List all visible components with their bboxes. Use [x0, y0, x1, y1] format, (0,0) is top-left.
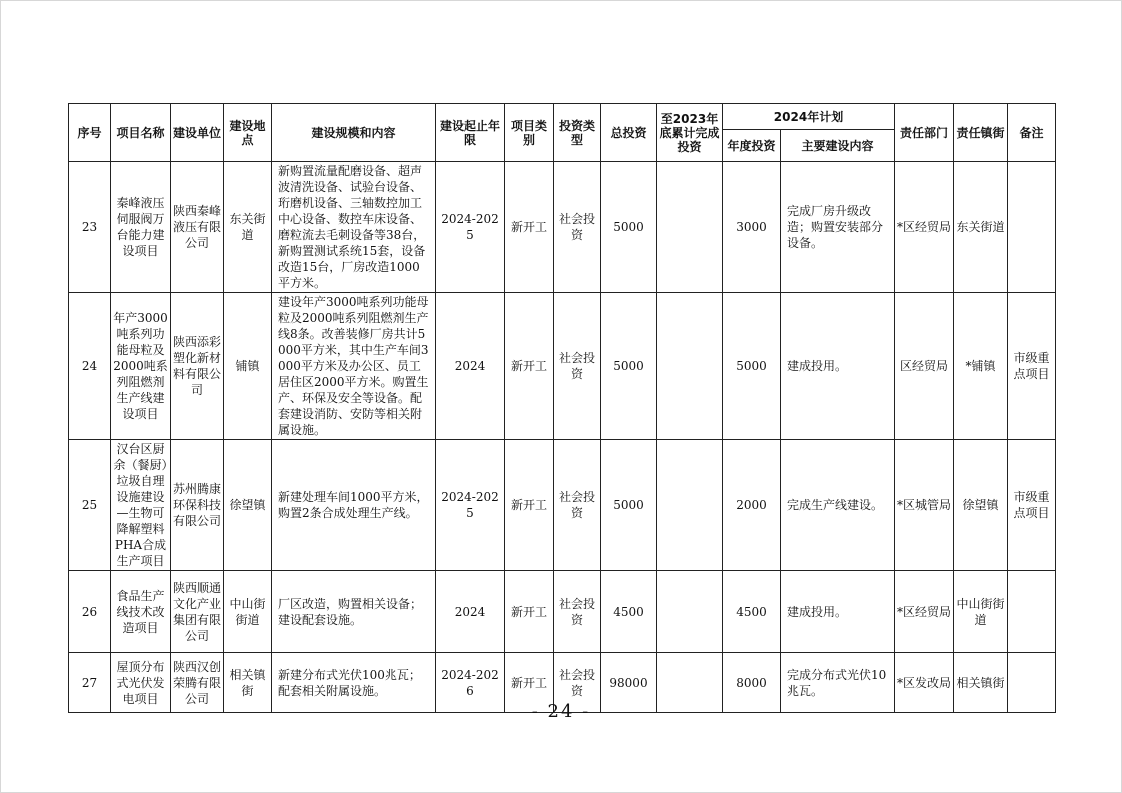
cell-remark: [1008, 571, 1056, 653]
table-row: [69, 293, 1056, 440]
cell-total: 5000: [601, 293, 657, 440]
cell-unit: 陕西顺通文化产业集团有限公司: [171, 571, 224, 653]
table-row: [69, 440, 1056, 571]
cell-name: 秦峰液压伺服阀万台能力建设项目: [111, 162, 171, 293]
col-header-dept: 责任部门: [895, 104, 954, 162]
cell-name: 年产3000吨系列功能母粒及2000吨系列阻燃剂生产线建设项目: [111, 293, 171, 440]
cell-period: 2024: [436, 293, 505, 440]
col-header-unit: 建设单位: [171, 104, 224, 162]
cell-inv-type: 社会投资: [554, 293, 601, 440]
cell-cumulative: [657, 162, 723, 293]
col-header-name: 项目名称: [111, 104, 171, 162]
cell-seq: 24: [69, 293, 111, 440]
cell-name: 屋顶分布式光伏发电项目: [111, 653, 171, 713]
cell-remark: 市级重点项目: [1008, 293, 1056, 440]
cell-seq: 23: [69, 162, 111, 293]
cell-unit: 苏州腾康环保科技有限公司: [171, 440, 224, 571]
cell-scale: 新建分布式光伏100兆瓦；配套相关附属设施。: [272, 653, 436, 713]
cell-total: 4500: [601, 571, 657, 653]
cell-inv-type: 社会投资: [554, 162, 601, 293]
cell-period: 2024: [436, 571, 505, 653]
cell-town: 中山街街道: [954, 571, 1008, 653]
cell-total: 5000: [601, 162, 657, 293]
cell-main-content: 完成分布式光伏10兆瓦。: [781, 653, 895, 713]
cell-period: 2024-2025: [436, 162, 505, 293]
cell-annual: 5000: [723, 293, 781, 440]
cell-main-content: 完成厂房升级改造；购置安装部分设备。: [781, 162, 895, 293]
cell-category: 新开工: [505, 293, 554, 440]
cell-seq: 27: [69, 653, 111, 713]
cell-main-content: 完成生产线建设。: [781, 440, 895, 571]
cell-annual: 2000: [723, 440, 781, 571]
cell-category: 新开工: [505, 571, 554, 653]
cell-annual: 8000: [723, 653, 781, 713]
cell-dept: *区发改局: [895, 653, 954, 713]
cell-location: 相关镇街: [224, 653, 272, 713]
cell-location: 徐望镇: [224, 440, 272, 571]
cell-unit: 陕西添彩塑化新材料有限公司: [171, 293, 224, 440]
table-row: [69, 571, 1056, 653]
header-row-1: [69, 104, 1056, 130]
col-header-cumulative: 至2023年底累计完成投资: [657, 104, 723, 162]
cell-period: 2024-2025: [436, 440, 505, 571]
cell-category: 新开工: [505, 653, 554, 713]
cell-main-content: 建成投用。: [781, 571, 895, 653]
cell-town: 相关镇街: [954, 653, 1008, 713]
cell-annual: 4500: [723, 571, 781, 653]
cell-dept: *区经贸局: [895, 162, 954, 293]
cell-scale: 建设年产3000吨系列功能母粒及2000吨系列阻燃剂生产线8条。改善装修厂房共计5000平方米，其中生产车间3000平方米及办公区、员工居住区2000平方米。购置生产、环保及安全等设备。配套建设消防、安防等相关附属设施。: [272, 293, 436, 440]
col-header-remark: 备注: [1008, 104, 1056, 162]
cell-remark: 市级重点项目: [1008, 440, 1056, 571]
cell-location: 东关街道: [224, 162, 272, 293]
cell-dept: *区经贸局: [895, 571, 954, 653]
cell-category: 新开工: [505, 162, 554, 293]
cell-scale: 新购置流量配磨设备、超声波清洗设备、试验台设备、珩磨机设备、三轴数控加工中心设备、数控车床设备、磨粒流去毛刺设备等38台，新购置测试系统15套，设备改造15台，厂房改造1000平方米。: [272, 162, 436, 293]
cell-total: 5000: [601, 440, 657, 571]
cell-annual: 3000: [723, 162, 781, 293]
cell-inv-type: 社会投资: [554, 440, 601, 571]
cell-dept: *区城管局: [895, 440, 954, 571]
project-table: [68, 103, 1056, 713]
cell-cumulative: [657, 440, 723, 571]
col-header-plan-2024: 2024年计划: [723, 104, 895, 130]
cell-inv-type: 社会投资: [554, 571, 601, 653]
cell-location: 铺镇: [224, 293, 272, 440]
col-header-location: 建设地点: [224, 104, 272, 162]
cell-remark: [1008, 162, 1056, 293]
cell-town: *铺镇: [954, 293, 1008, 440]
cell-unit: 陕西汉创荣腾有限公司: [171, 653, 224, 713]
cell-dept: 区经贸局: [895, 293, 954, 440]
cell-town: 徐望镇: [954, 440, 1008, 571]
col-header-category: 项目类别: [505, 104, 554, 162]
col-header-town: 责任镇街: [954, 104, 1008, 162]
cell-location: 中山街街道: [224, 571, 272, 653]
col-header-total: 总投资: [601, 104, 657, 162]
cell-period: 2024-2026: [436, 653, 505, 713]
cell-name: 食品生产线技术改造项目: [111, 571, 171, 653]
cell-category: 新开工: [505, 440, 554, 571]
cell-seq: 25: [69, 440, 111, 571]
cell-total: 98000: [601, 653, 657, 713]
col-header-inv-type: 投资类型: [554, 104, 601, 162]
cell-cumulative: [657, 571, 723, 653]
cell-unit: 陕西秦峰液压有限公司: [171, 162, 224, 293]
col-header-annual: 年度投资: [723, 130, 781, 162]
page-number: - 24 -: [531, 701, 591, 722]
cell-scale: 新建处理车间1000平方米，购置2条合成处理生产线。: [272, 440, 436, 571]
cell-seq: 26: [69, 571, 111, 653]
cell-town: 东关街道: [954, 162, 1008, 293]
cell-name: 汉台区厨余（餐厨）垃圾自理设施建设—生物可降解塑料PHA合成生产项目: [111, 440, 171, 571]
table-row: [69, 162, 1056, 293]
cell-cumulative: [657, 293, 723, 440]
col-header-seq: 序号: [69, 104, 111, 162]
col-header-scale: 建设规模和内容: [272, 104, 436, 162]
col-header-period: 建设起止年限: [436, 104, 505, 162]
cell-main-content: 建成投用。: [781, 293, 895, 440]
cell-scale: 厂区改造，购置相关设备；建设配套设施。: [272, 571, 436, 653]
cell-inv-type: 社会投资: [554, 653, 601, 713]
col-header-main-content: 主要建设内容: [781, 130, 895, 162]
